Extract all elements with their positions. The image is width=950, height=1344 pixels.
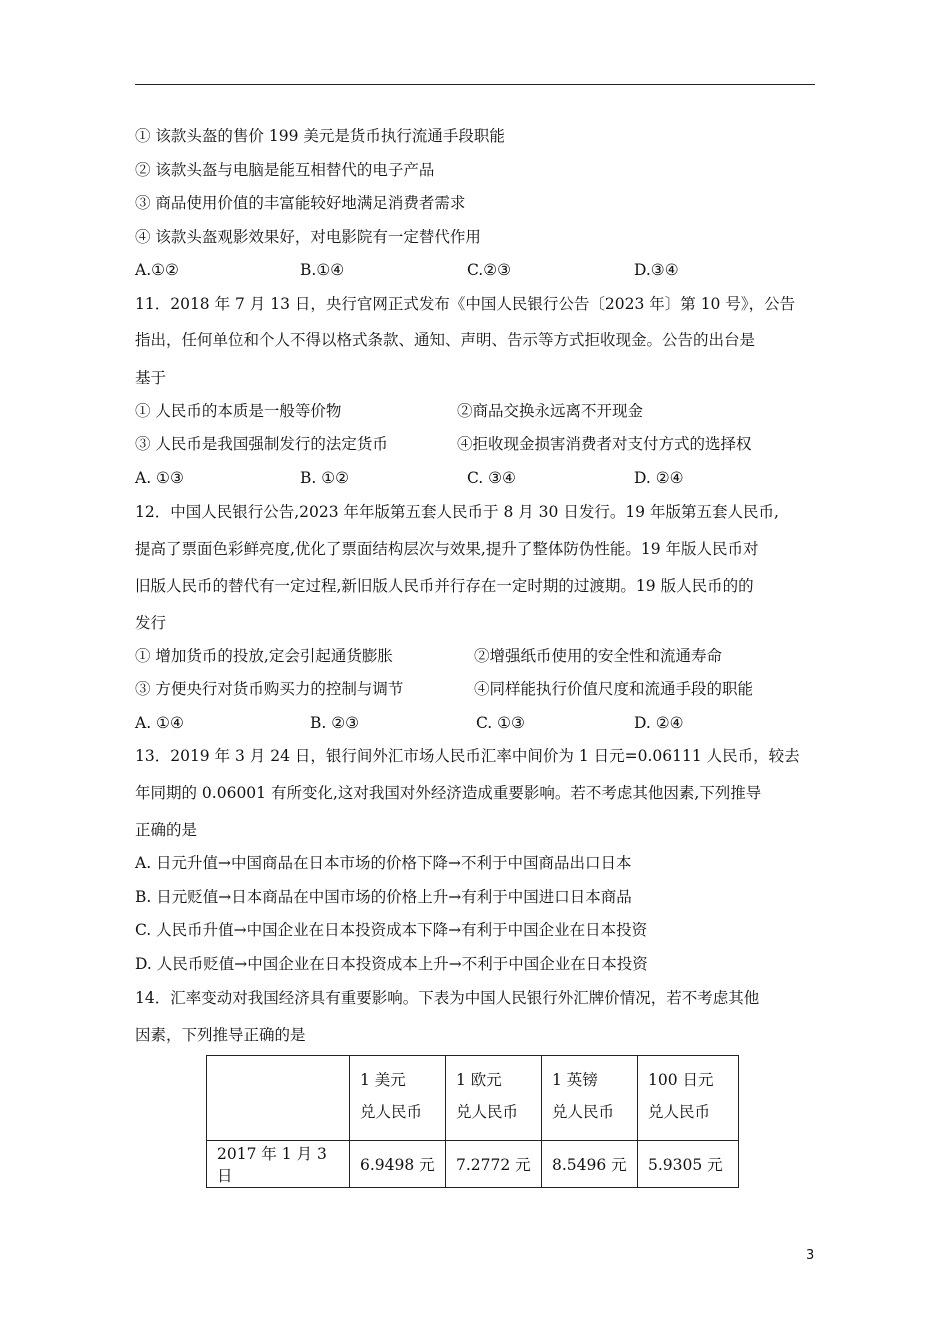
q12-option-d: D. ②④ [634,714,684,732]
q13-choice-c: C. 人民币升值→中国企业在日本投资成本下降→有利于中国企业在日本投资 [135,921,648,939]
q12-stem-line-1: 12．中国人民银行公告,2023 年年版第五套人民币于 8 月 30 日发行。19 年版第五套人民币, [135,503,779,521]
table-header-cell [638,1056,739,1141]
table-cell-date: 2017 年 1 月 3 日 [207,1141,350,1188]
table-row [207,1141,739,1188]
table-header-cell [542,1056,638,1141]
table-header-cell [446,1056,542,1141]
q12-item-4: ④同样能执行价值尺度和流通手段的职能 [474,680,754,698]
q11-item-3: ③ 人民币是我国强制发行的法定货币 [135,435,388,453]
table-header-cell [350,1056,446,1141]
q10-option-d: D.③④ [634,261,679,279]
q10-option-c: C.②③ [467,261,512,279]
q12-option-a: A. ①④ [135,714,184,732]
q11-item-2: ②商品交换永远离不开现金 [457,402,644,420]
q10-option-b: B.①④ [300,261,345,279]
header-top: 1 英镑 [552,1071,598,1089]
header-top: 1 美元 [360,1071,406,1089]
table-cell: 7.2772 元 [446,1141,542,1188]
q10-item-3: ③ 商品使用价值的丰富能较好地满足消费者需求 [135,194,466,212]
table-header-cell [207,1056,350,1141]
table-cell: 5.9305 元 [638,1141,739,1188]
q13-choice-b: B. 日元贬值→日本商品在中国市场的价格上升→有利于中国进口日本商品 [135,888,632,906]
q10-item-4: ④ 该款头盔观影效果好，对电影院有一定替代作用 [135,228,481,246]
exchange-rate-table [206,1055,739,1188]
q11-option-d: D. ②④ [634,469,684,487]
table-header-row [207,1056,739,1141]
q13-stem-line-3: 正确的是 [135,821,198,839]
q12-item-2: ②增强纸币使用的安全性和流通寿命 [474,647,723,665]
q12-stem-line-2: 提高了票面色彩鲜亮度,优化了票面结构层次与效果,提升了整体防伪性能。19 年版人民币对 [135,540,759,558]
q10-item-2: ② 该款头盔与电脑是能互相替代的电子产品 [135,161,435,179]
q10-option-a: A.①② [135,261,179,279]
q13-stem-line-1: 13．2019 年 3 月 24 日，银行间外汇市场人民币汇率中间价为 1 日元=0.06111 人民币，较去 [135,747,800,765]
q11-option-a: A. ①③ [135,469,184,487]
q11-item-1: ① 人民币的本质是一般等价物 [135,402,342,420]
q12-item-1: ① 增加货币的投放,定会引起通货膨胀 [135,647,393,665]
q12-stem-line-4: 发行 [135,614,167,632]
q11-item-4: ④拒收现金损害消费者对支付方式的选择权 [457,435,752,453]
header-rule [135,84,815,85]
q10-item-1: ① 该款头盔的售价 199 美元是货币执行流通手段职能 [135,127,505,145]
q12-stem-line-3: 旧版人民币的替代有一定过程,新旧版人民币并行存在一定时期的过渡期。19 版人民币的的 [135,577,754,595]
q13-choice-a: A. 日元升值→中国商品在日本市场的价格下降→不利于中国商品出口日本 [135,854,632,872]
q11-stem-line-3: 基于 [135,369,167,387]
q12-option-c: C. ①③ [476,714,525,732]
q13-stem-line-2: 年同期的 0.06001 有所变化,这对我国对外经济造成重要影响。若不考虑其他因素,下列推导 [135,784,762,802]
table-cell: 8.5496 元 [542,1141,638,1188]
q11-stem-line-1: 11．2018 年 7 月 13 日，央行官网正式发布《中国人民银行公告〔2023 年〕第 10 号》，公告 [135,295,796,313]
q14-stem-line-1: 14．汇率变动对我国经济具有重要影响。下表为中国人民银行外汇牌价情况，若不考虑其他 [135,989,760,1007]
q11-option-b: B. ①② [300,469,350,487]
q12-item-3: ③ 方便央行对货币购买力的控制与调节 [135,680,404,698]
q14-stem-line-2: 因素，下列推导正确的是 [135,1026,306,1044]
q11-option-c: C. ③④ [467,469,516,487]
q13-choice-d: D. 人民币贬值→中国企业在日本投资成本上升→不利于中国企业在日本投资 [135,955,648,973]
table-cell: 6.9498 元 [350,1141,446,1188]
page-number: 3 [806,1248,815,1263]
header-top: 1 欧元 [456,1071,502,1089]
header-bottom: 兑人民币 [456,1103,519,1121]
header-bottom: 兑人民币 [648,1103,711,1121]
header-top: 100 日元 [648,1071,714,1089]
q11-stem-line-2: 指出，任何单位和个人不得以格式条款、通知、声明、告示等方式拒收现金。公告的出台是 [135,331,756,349]
q12-option-b: B. ②③ [310,714,360,732]
header-bottom: 兑人民币 [552,1103,615,1121]
header-bottom: 兑人民币 [360,1103,423,1121]
